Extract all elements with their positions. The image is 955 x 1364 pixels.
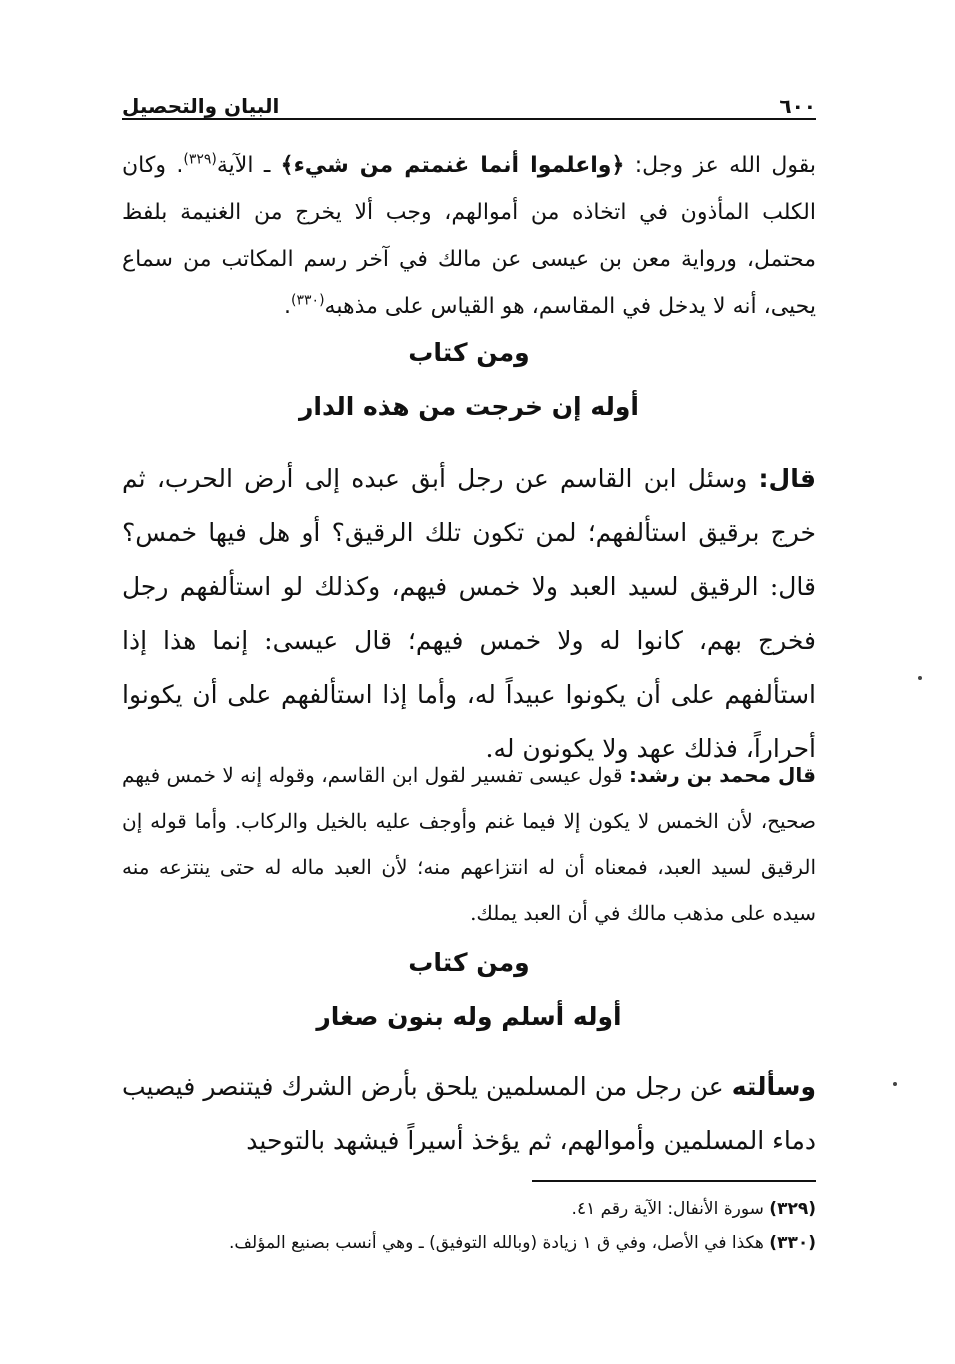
- quran-verse: ﴿واعلموا أنما غنمتم من شيء﴾: [280, 153, 625, 178]
- para2-lead: قال:: [758, 464, 816, 493]
- book-title: البيان والتحصيل: [122, 94, 280, 118]
- header-rule: [122, 118, 816, 120]
- footnote-330: [122, 1226, 816, 1260]
- para1-intro: بقول الله عز وجل:: [624, 153, 817, 178]
- footnote-text: هكذا في الأصل، وفي ق ١ زيادة (وبالله التوفيق) ـ وهي أنسب بصنيع المؤلف.: [229, 1233, 770, 1253]
- section-heading-2-line-1: ومن كتاب: [408, 948, 530, 977]
- footnote-text: سورة الأنفال: الآية رقم ٤١.: [571, 1199, 770, 1219]
- para1-verse-suffix: ـ الآية: [216, 153, 281, 178]
- paragraph-2: [122, 452, 816, 776]
- para4-lead: وسألته: [731, 1072, 816, 1101]
- footnote-rule: [532, 1180, 816, 1182]
- footnote-ref-329[interactable]: (٣٢٩): [183, 151, 217, 168]
- para2-text: وسئل ابن القاسم عن رجل أبق عبده إلى أرض الحرب، ثم خرج برقيق استألفهم؛ لمن تكون تلك الرقيق؟ أو هل فيها خمس؟ قال: الرقيق لسيد العبد ولا خمس فيهم، وكذلك لو استألفهم رجل فخرج بهم، كانوا له ولا خمس فيهم؛ قال عيسى: إنما هذا إذا استألفهم على أن يكونوا عبيداً له، وأما إذا استألفهم على أن يكونوا أحراراً، فذلك عهد ولا يكونون له.: [122, 464, 816, 763]
- paragraph-4: [122, 1060, 816, 1168]
- scan-speck: [918, 676, 922, 680]
- section-heading-1-line-2: أوله إن خرجت من هذه الدار: [298, 392, 639, 421]
- para1-end: .: [284, 294, 292, 319]
- para3-lead: قال محمد بن رشد:: [628, 763, 816, 787]
- para3-text: قول عيسى تفسير لقول ابن القاسم، وقوله إنه لا خمس فيهم صحيح، لأن الخمس لا يكون إلا فيما غنم وأوجف عليه بالخيل والركاب. وأما قوله إن الرقيق لسيد العبد، فمعناه أن له انتزاعهم منه؛ لأن العبد ماله له حتى ينتزعه منه سيده على مذهب مالك في أن العبد يملك.: [122, 763, 816, 925]
- page-number: ٦٠٠: [779, 94, 816, 118]
- footnote-329: [122, 1192, 816, 1226]
- section-heading-2-line-2: أوله أسلم وله بنون صغار: [316, 1002, 622, 1031]
- footnote-ref-330[interactable]: (٣٣٠): [291, 292, 325, 309]
- para1-text: . وكان الكلب المأذون في اتخاذه من أموالهم، وجب ألا يخرج من الغنيمة بلفظ محتمل، ورواية معن بن عيسى عن مالك في آخر رسم المكاتب من سماع يحيى، أنه لا يدخل في المقاسم، هو القياس على مذهبه: [122, 153, 816, 319]
- footnote-number: (٣٢٩): [769, 1199, 816, 1219]
- paragraph-1: [122, 142, 816, 330]
- running-header: [122, 84, 816, 118]
- paragraph-3-commentary: [122, 752, 816, 936]
- scan-speck: [893, 1082, 897, 1086]
- para4-text: عن رجل من المسلمين يلحق بأرض الشرك فيتنصر فيصيب دماء المسلمين وأموالهم، ثم يؤخذ أسيراً فيشهد بالتوحيد: [122, 1072, 816, 1155]
- section-heading-1-line-1: ومن كتاب: [408, 338, 530, 367]
- footnotes: [122, 1192, 816, 1260]
- footnote-number: (٣٣٠): [769, 1233, 816, 1253]
